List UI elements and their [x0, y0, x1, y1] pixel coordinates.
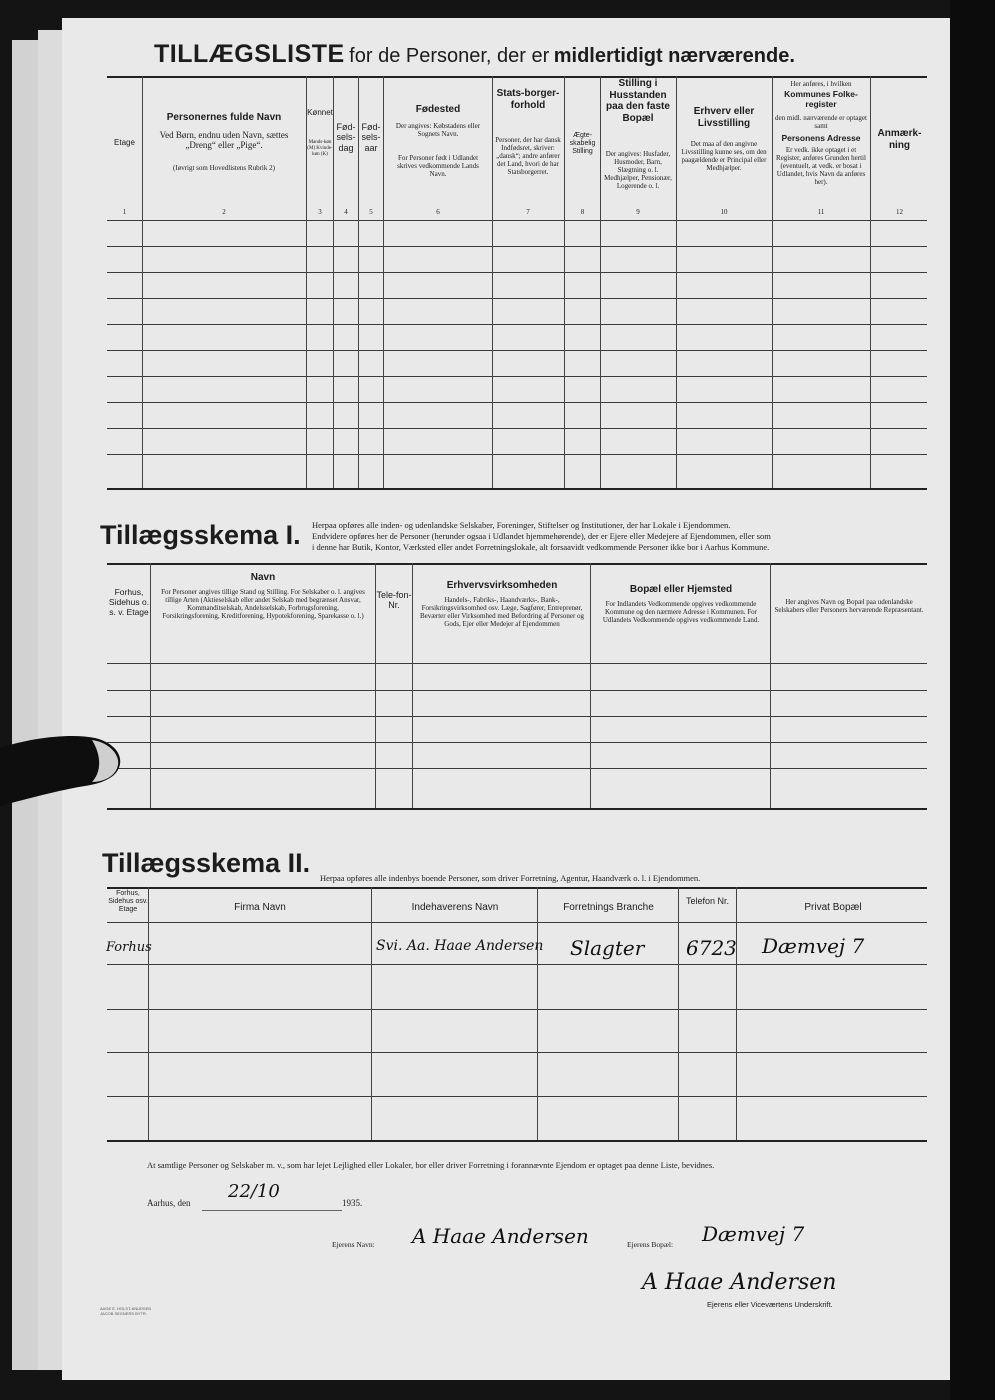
col-birthplace-header: Fødested	[415, 104, 461, 115]
skema1-title: Tillægsskema I.	[100, 520, 301, 550]
title-mid: for de Personer, der er	[349, 45, 550, 67]
skema1-header-rule	[107, 663, 927, 664]
skema1-description	[312, 520, 932, 553]
col-divider	[600, 76, 601, 488]
col-birthday-header: Fød-sels-dag	[336, 122, 356, 153]
title-big: TILLÆGSLISTE	[154, 40, 345, 68]
skema2-title: Tillægsskema II.	[102, 848, 311, 878]
col-number: 1	[122, 208, 127, 216]
col-divider	[142, 76, 143, 488]
col-register-sub: den midl. nærværende er optaget samt	[775, 114, 867, 131]
skema1-col-telefon: Tele-fon-Nr.	[376, 590, 412, 611]
col-citizenship-header: Stats-borger-forhold	[496, 88, 560, 111]
skema2-col-indehaver: Indehaverens Navn	[411, 902, 499, 913]
col-number: 8	[580, 208, 585, 216]
col-occupation-sub: Det maa af den angivne Livsstilling kunne ses, om den paagældende er Principal eller Medhjælper.	[681, 140, 767, 173]
skema1-col-erhverv: Erhvervsvirksomheden	[446, 580, 558, 591]
col-birthplace-sub: Der angives: Købstadens eller Sognets Navn.	[395, 122, 481, 139]
skema2-header-rule	[107, 922, 927, 923]
col-divider	[870, 76, 871, 488]
list-row-line	[107, 350, 927, 351]
col-gender-header: Kønnet	[307, 108, 333, 117]
col-occupation-header: Erhverv eller Livsstilling	[693, 106, 755, 129]
col-register-bold: Personens Adresse	[781, 133, 861, 143]
skema1-col-repr: Her angives Navn og Bopæl paa udenlandske Selskabers eller Personers herværende Repræsentant.	[774, 598, 924, 615]
list-row-line	[107, 272, 927, 273]
col-divider	[590, 563, 591, 808]
skema2-row-line	[107, 1009, 927, 1010]
col-number: 9	[636, 208, 640, 216]
col-birthyear-header: Fød-sels-aar	[361, 122, 381, 153]
list-row-line	[107, 376, 927, 377]
row-bopael-handwriting: Dæmvej 7	[762, 934, 865, 958]
col-divider	[676, 76, 677, 488]
skema1-bottom-rule	[107, 808, 927, 810]
list-row-line	[107, 402, 927, 403]
owner-name-handwriting: A Haae Andersen	[412, 1224, 589, 1248]
col-number: 3	[318, 208, 322, 216]
col-divider	[678, 887, 679, 1140]
owner-address-label: Ejerens Bopæl:	[627, 1240, 674, 1249]
skema1-row-line	[107, 716, 927, 717]
skema2-col-branche: Forretnings Branche	[563, 902, 654, 913]
col-divider	[537, 887, 538, 1140]
skema1-row-line	[107, 768, 927, 769]
skema1-row-line	[107, 690, 927, 691]
row-branche-handwriting: Slagter	[570, 936, 645, 960]
col-divider	[383, 76, 384, 488]
col-divider	[148, 887, 149, 1140]
skema1-col-navn: Navn	[250, 572, 276, 583]
col-number: 7	[526, 208, 530, 216]
signature-handwriting: A Haae Andersen	[642, 1270, 837, 1295]
footer-year: 1935.	[342, 1198, 363, 1208]
skema1-top-rule	[107, 563, 927, 565]
skema1-col-navn-sub: For Personer angives tillige Stand og Stilling. For Selskaber o. l. angives tillige Arten (Aktieselskab eller andet Selskab med begrænset Ansvar, Kommanditselskab, Andelsselskab, Forbrugsforening, Forsikringsforening, Kreditforening, Hypotekforening, Sparekasse o. l.)	[161, 588, 365, 621]
col-register-header: Kommunes Folke-register	[784, 89, 858, 109]
col-divider	[150, 563, 151, 808]
skema2-row-line	[107, 964, 927, 965]
col-number: 5	[369, 208, 373, 216]
col-name-header: Personernes fulde Navn	[166, 112, 282, 123]
row-etage-handwriting: Forhus	[106, 940, 152, 955]
skema2-top-rule	[107, 887, 927, 889]
date-handwriting: 22/10	[228, 1181, 280, 1202]
col-birthplace-note: For Personer født i Udlandet skrives vedkommende Lands Navn.	[397, 154, 479, 179]
list-bottom-rule	[107, 488, 927, 490]
col-name-note: (Iøvrigt som Hovedlistens Rubrik 2)	[173, 164, 275, 172]
col-divider	[371, 887, 372, 1140]
col-household-sub: Der angives: Husfader, Husmoder, Barn, Slægtning o. l. Medhjælper, Pensionær, Logerende o. l.	[604, 150, 672, 191]
skema1-col-bopael: Bopæl eller Hjemsted	[629, 584, 733, 595]
skema2-col-bopael: Privat Bopæl	[804, 902, 862, 913]
skema1-col-erhverv-sub: Handels-, Fabriks-, Haandværks-, Bank-, Forsikringsvirksomhed osv. Læge, Sagfører, Entreprenør, Beværter eller Virksomhed med Befordring af Personer og Gods, Ejer eller Medejer af Ejendommen	[419, 596, 585, 629]
skema1-desc-line: Endvidere opføres her de Personer (herunder ogsaa i Udlandet hjemmehørende), der er Ejere eller Medejere af Ejendommen, eller som	[312, 531, 771, 542]
skema2-col-telefon: Telefon Nr.	[685, 896, 730, 906]
list-row-line	[107, 324, 927, 325]
signature-label: Ejerens eller Viceværtens Underskrift.	[707, 1300, 833, 1309]
skema1-col-bopael-sub: For Indlandets Vedkommende opgives vedkommende Kommune og den nærmere Adresse i Kommunen. For Udlandets Vedkommende opgives vedkommende Land.	[602, 600, 760, 625]
col-name-sub: Ved Børn, endnu uden Navn, sættes „Dreng“ eller „Pige“.	[159, 130, 289, 151]
date-line	[202, 1210, 342, 1211]
title-end: midlertidigt nærværende.	[553, 45, 795, 67]
skema2-row-line	[107, 1052, 927, 1053]
skema2-bottom-rule	[107, 1140, 927, 1142]
col-number: 6	[436, 208, 440, 216]
printer-mark: AAGE E. HOLST-KNUDSEN JACOB SEGNERS BYTR.	[100, 1306, 152, 1317]
col-gender-sub: Mands-køn (M) Kvinde-køn (K)	[307, 140, 333, 157]
skema2-description: Herpaa opføres alle indenbys boende Personer, som driver Forretning, Agentur, Haandværk o. l. i Ejendommen.	[320, 873, 701, 883]
col-divider	[770, 563, 771, 808]
skema1-col-etage: Forhus, Sidehus o. s. v. Etage	[108, 587, 150, 617]
list-row-line	[107, 298, 927, 299]
owner-address-handwriting: Dæmvej 7	[702, 1222, 805, 1246]
list-row-line	[107, 454, 927, 455]
col-number: 4	[344, 208, 348, 216]
col-register-note: Er vedk. ikke optaget i et Register, anføres Grunden hertil (eventuelt, at vedk. er bosat i Udlandet, hvis Navn da anføres her).	[776, 146, 866, 187]
col-divider	[736, 887, 737, 1140]
skema1-row-line	[107, 742, 927, 743]
col-household-header: Stilling i Husstanden paa den faste Bopæl	[606, 78, 670, 124]
list-row-line	[107, 246, 927, 247]
col-register-pre: Her anføres, i hvilken	[790, 80, 852, 88]
col-number: 12	[896, 208, 903, 216]
list-row-line	[107, 428, 927, 429]
col-divider	[306, 76, 307, 488]
skema1-desc-line: Herpaa opføres alle inden- og udenlandske Selskaber, Foreninger, Stiftelser og Institutioner, der har Lokale i Ejendommen.	[312, 520, 731, 530]
col-marital-header: Ægte-skabelig Stilling	[569, 132, 596, 156]
page-title	[154, 40, 944, 69]
skema1-desc-line: i denne har Butik, Kontor, Værksted eller andet Forretningslokale, alt forsaavidt vedkommende Personer ikke bor i Aarhus Kommune.	[312, 542, 770, 553]
footer-statement: At samtlige Personer og Selskaber m. v., som har lejet Lejlighed eller Lokaler, bor eller driver Forretning i forannævnte Ejendom er optaget paa denne Liste, bevidnes.	[147, 1160, 715, 1170]
owner-name-label: Ejerens Navn:	[332, 1240, 375, 1249]
skema2-col-firma: Firma Navn	[234, 902, 286, 913]
col-divider	[412, 563, 413, 808]
list-header-rule	[107, 220, 927, 221]
col-number: 11	[817, 208, 825, 216]
col-remarks-header: Anmærk-ning	[877, 128, 922, 151]
skema2-col-etage: Forhus, Sidehus osv. Etage	[108, 890, 148, 914]
col-divider	[772, 76, 773, 488]
col-etage-header: Etage	[114, 138, 135, 147]
row-telefon-handwriting: 6723	[686, 936, 737, 960]
col-number: 10	[720, 208, 728, 216]
row-indehaver-handwriting: Svi. Aa. Haae Andersen	[376, 938, 544, 954]
scan-border	[950, 0, 995, 1400]
form-page	[62, 18, 950, 1380]
footer-place: Aarhus, den	[147, 1198, 191, 1208]
skema2-row-line	[107, 1096, 927, 1097]
col-citizenship-sub: Personer, der har dansk Indfødsret, skriver: „dansk“; andre anfører det Land, hvori de har Statsborgerret.	[495, 136, 561, 177]
list-top-rule	[107, 76, 927, 78]
finger-silhouette	[0, 728, 130, 808]
col-divider	[492, 76, 493, 488]
col-number: 2	[222, 208, 226, 216]
